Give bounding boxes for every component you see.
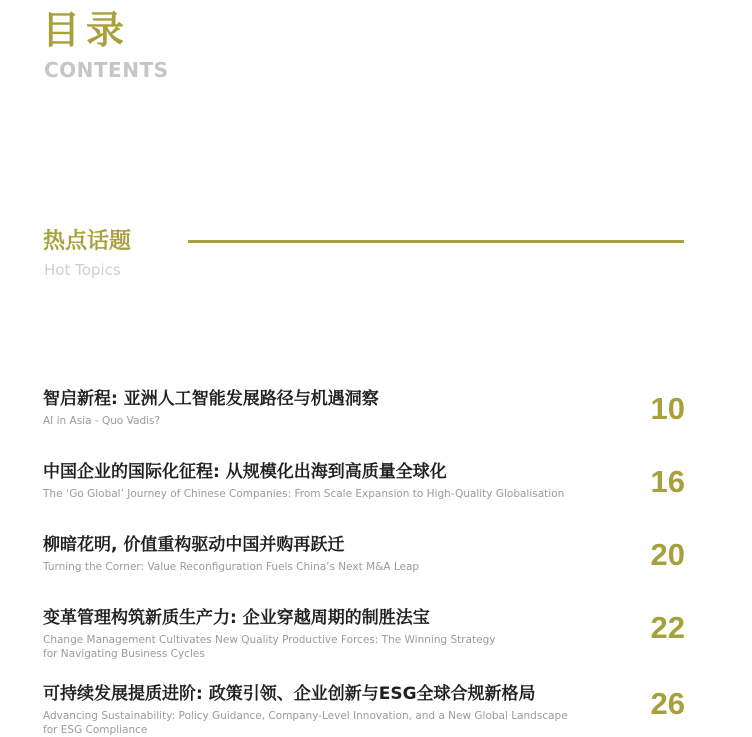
page-subtitle: CONTENTS (44, 58, 169, 82)
toc-entry[interactable] (43, 682, 703, 737)
section-subtitle: Hot Topics (44, 261, 121, 279)
section-divider (188, 240, 684, 243)
toc-entry-title[interactable]: 可持续发展提质进阶: 政策引领、企业创新与ESG全球合规新格局 (43, 684, 536, 704)
toc-entry[interactable] (43, 606, 703, 661)
toc-entry-subtitle: The ‘Go Global’ Journey of Chinese Companies: From Scale Expansion to High-Quality Globalisation (43, 488, 565, 500)
toc-entry-title[interactable]: 柳暗花明, 价值重构驱动中国并购再跃迁 (43, 535, 345, 555)
toc-entry-subtitle: Advancing Sustainability: Policy Guidance, Company-Level Innovation, and a New Global Landscape for ESG Compliance (43, 710, 568, 736)
toc-entry-subtitle: Change Management Cultivates New Quality Productive Forces: The Winning Strategy for Navigating Business Cycles (43, 634, 496, 660)
toc-entry[interactable] (43, 533, 703, 574)
toc-entry-subtitle: Turning the Corner: Value Reconfiguration Fuels China’s Next M&A Leap (43, 561, 420, 573)
section-title: 热点话题 (43, 229, 132, 254)
toc-entry-title[interactable]: 中国企业的国际化征程: 从规模化出海到高质量全球化 (43, 462, 447, 482)
toc-entry[interactable] (43, 460, 703, 501)
toc-entry-page-number[interactable]: 20 (650, 537, 685, 572)
toc-entry[interactable] (43, 387, 703, 428)
toc-entry-page-number[interactable]: 16 (650, 464, 685, 499)
toc-entry-page-number[interactable]: 10 (650, 391, 685, 426)
toc-entry-page-number[interactable]: 26 (650, 686, 685, 721)
toc-entry-page-number[interactable]: 22 (650, 610, 685, 645)
toc-entry-subtitle: AI in Asia - Quo Vadis? (43, 415, 161, 427)
page-title: 目录 (42, 8, 131, 52)
toc-entry-title[interactable]: 智启新程: 亚洲人工智能发展路径与机遇洞察 (43, 389, 379, 409)
toc-entry-title[interactable]: 变革管理构筑新质生产力: 企业穿越周期的制胜法宝 (43, 608, 430, 628)
